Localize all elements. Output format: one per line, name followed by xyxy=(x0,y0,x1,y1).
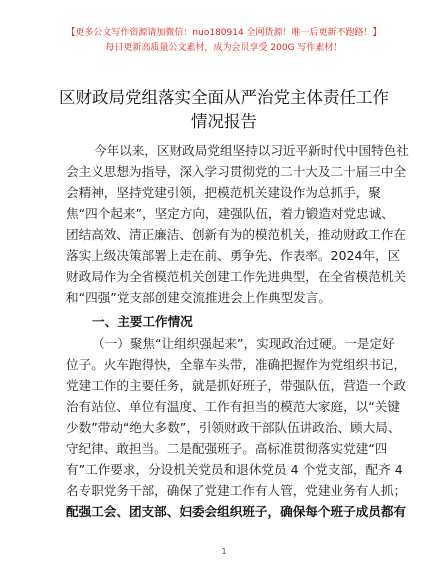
paragraph-line: 位子。火车跑得快，全靠车头带，准确把握作为党组织书记， xyxy=(66,357,407,372)
paragraph-line: （一）聚焦“让组织强起来”，实现政治过硬。一是定好 xyxy=(92,336,395,351)
paragraph-line: 有”工作要求，分设机关党员和退休党员 4 个党支部，配齐 4 xyxy=(66,462,403,477)
paragraph-line: 少数”带动“绝大多数”，引领财政干部队伍讲政治、顾大局、 xyxy=(66,420,401,435)
paragraph-line: 守纪律、敢担当。二是配强班子。高标准贯彻落实党建“四 xyxy=(66,441,388,456)
paragraph-line: 今年以来，区财政局党组坚持以习近平新时代中国特色社 xyxy=(94,143,409,158)
paragraph-line: 会主义思想为指导，深入学习贯彻党的二十大及二十届三中全 xyxy=(66,164,407,179)
paragraph-line: 落实上级决策部署上走在前、勇争先、作表率。2024年，区 xyxy=(66,248,401,263)
paragraph-line: 财政局作为全省模范机关创建工作先进典型，在全省模范机关 xyxy=(66,269,407,284)
document-title-line-1: 区财政局党组落实全面从严治党主体责任工作 xyxy=(59,88,389,107)
promo-banner-line-2: 每日更新高质量公文素材，成为会员享受 200G 写作素材！ xyxy=(105,43,343,53)
paragraph-line: 会精神，坚持党建引领，把模范机关建设作为总抓手，聚 xyxy=(66,185,381,200)
promo-banner-line-1: 【更多公文写作资源请加微信：nuo180914 全网货源！唯一后更新不跑路！】 xyxy=(66,28,382,38)
paragraph-line: 团结高效、清正廉洁、创新有为的模范机关，推动财政工作在 xyxy=(66,227,407,242)
document-title-line-2: 情况报告 xyxy=(191,112,257,131)
paragraph-line: 党建工作的主要任务，就是抓好班子，带强队伍，营造一个政 xyxy=(66,378,407,393)
paragraph-line: 配强工会、团支部、妇委会组织班子，确保每个班子成员都有 xyxy=(66,504,407,519)
paragraph-line: 焦“四个起来”，坚定方向，建强队伍，着力锻造对党忠诚、 xyxy=(66,206,394,221)
paragraph-line: 名专职党务干部，确保了党建工作有人管，党建业务有人抓； xyxy=(66,483,407,498)
section-heading: 一、主要工作情况 xyxy=(92,314,193,329)
paragraph-line: 和“四强”党支部创建交流推进会上作典型发言。 xyxy=(66,290,331,305)
paragraph-line: 治有站位、单位有温度、工作有担当的模范大家庭，以“关键 xyxy=(66,399,400,414)
page-number: 1 xyxy=(221,547,227,556)
